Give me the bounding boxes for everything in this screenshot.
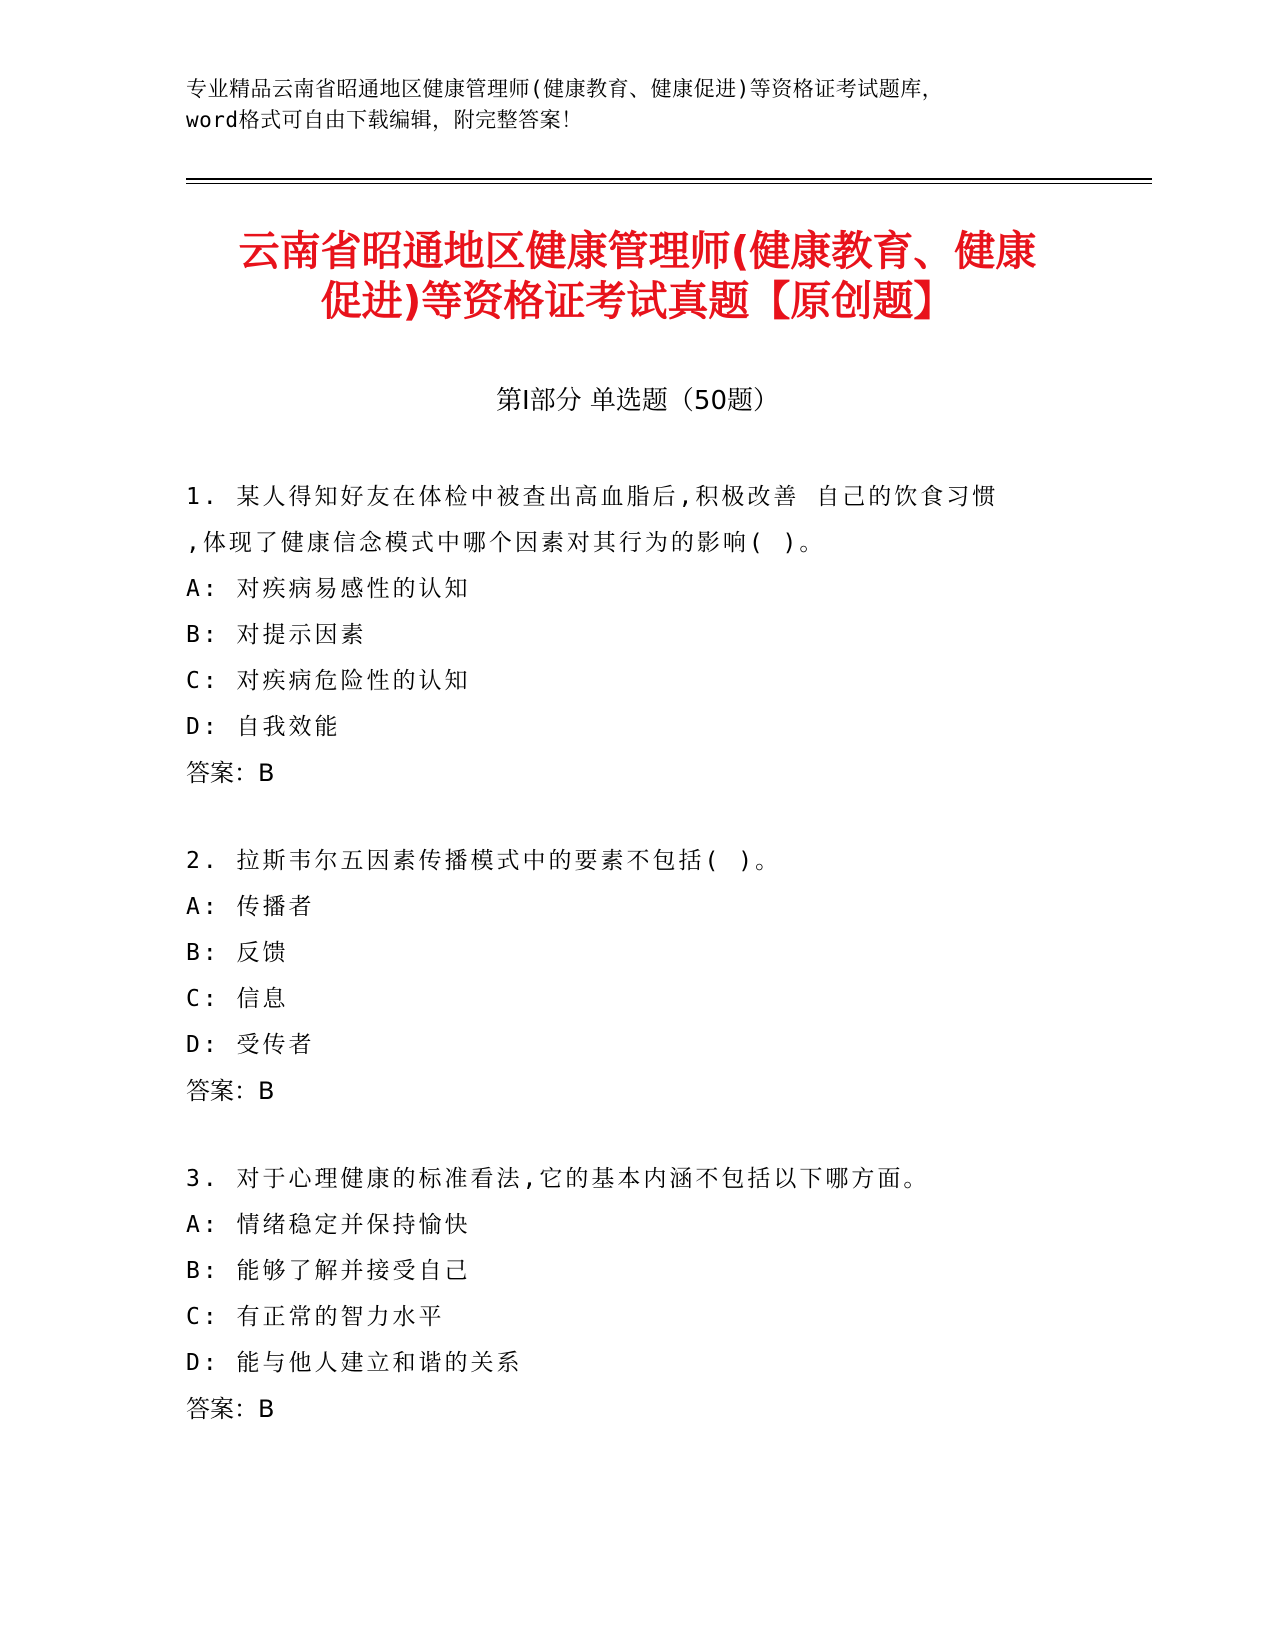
option-a: A: 传播者	[186, 894, 315, 920]
header-note-line-2: word格式可自由下载编辑，附完整答案！	[186, 108, 583, 132]
option-b: B: 对提示因素	[186, 622, 367, 648]
question-2	[186, 838, 1086, 1114]
header-note-line-1: 专业精品云南省昭通地区健康管理师(健康教育、健康促进)等资格证考试题库，	[186, 77, 944, 101]
option-c: C: 有正常的智力水平	[186, 1304, 445, 1330]
option-b: B: 反馈	[186, 940, 289, 966]
question-text-line-1: 1. 某人得知好友在体检中被查出高血脂后,积极改善 自己的饮食习惯	[186, 484, 999, 510]
document-title-line-1: 云南省昭通地区健康管理师(健康教育、健康	[238, 227, 1037, 275]
answer: 答案：B	[186, 1077, 275, 1105]
option-d: D: 能与他人建立和谐的关系	[186, 1350, 523, 1376]
header-rule-thick	[186, 178, 1152, 180]
option-c: C: 信息	[186, 986, 289, 1012]
question-text-line-1: 2. 拉斯韦尔五因素传播模式中的要素不包括( )。	[186, 848, 782, 874]
question-text-line-1: 3. 对于心理健康的标准看法,它的基本内涵不包括以下哪方面。	[186, 1166, 930, 1192]
header-note	[186, 74, 1086, 136]
option-d: D: 自我效能	[186, 714, 341, 740]
question-text-line-2: ,体现了健康信念模式中哪个因素对其行为的影响( )。	[186, 530, 826, 556]
document-title-line-2: 促进)等资格证考试真题【原创题】	[320, 277, 955, 325]
question-3	[186, 1156, 1086, 1432]
option-a: A: 对疾病易感性的认知	[186, 576, 471, 602]
option-a: A: 情绪稳定并保持愉快	[186, 1212, 471, 1238]
document-title	[150, 226, 1125, 326]
section-title: 第Ⅰ部分 单选题（50题）	[495, 386, 780, 416]
option-c: C: 对疾病危险性的认知	[186, 668, 471, 694]
answer: 答案：B	[186, 759, 275, 787]
option-d: D: 受传者	[186, 1032, 315, 1058]
answer: 答案：B	[186, 1395, 275, 1423]
option-b: B: 能够了解并接受自己	[186, 1258, 471, 1284]
header-rule-thin	[186, 183, 1152, 184]
question-1	[186, 474, 1086, 796]
